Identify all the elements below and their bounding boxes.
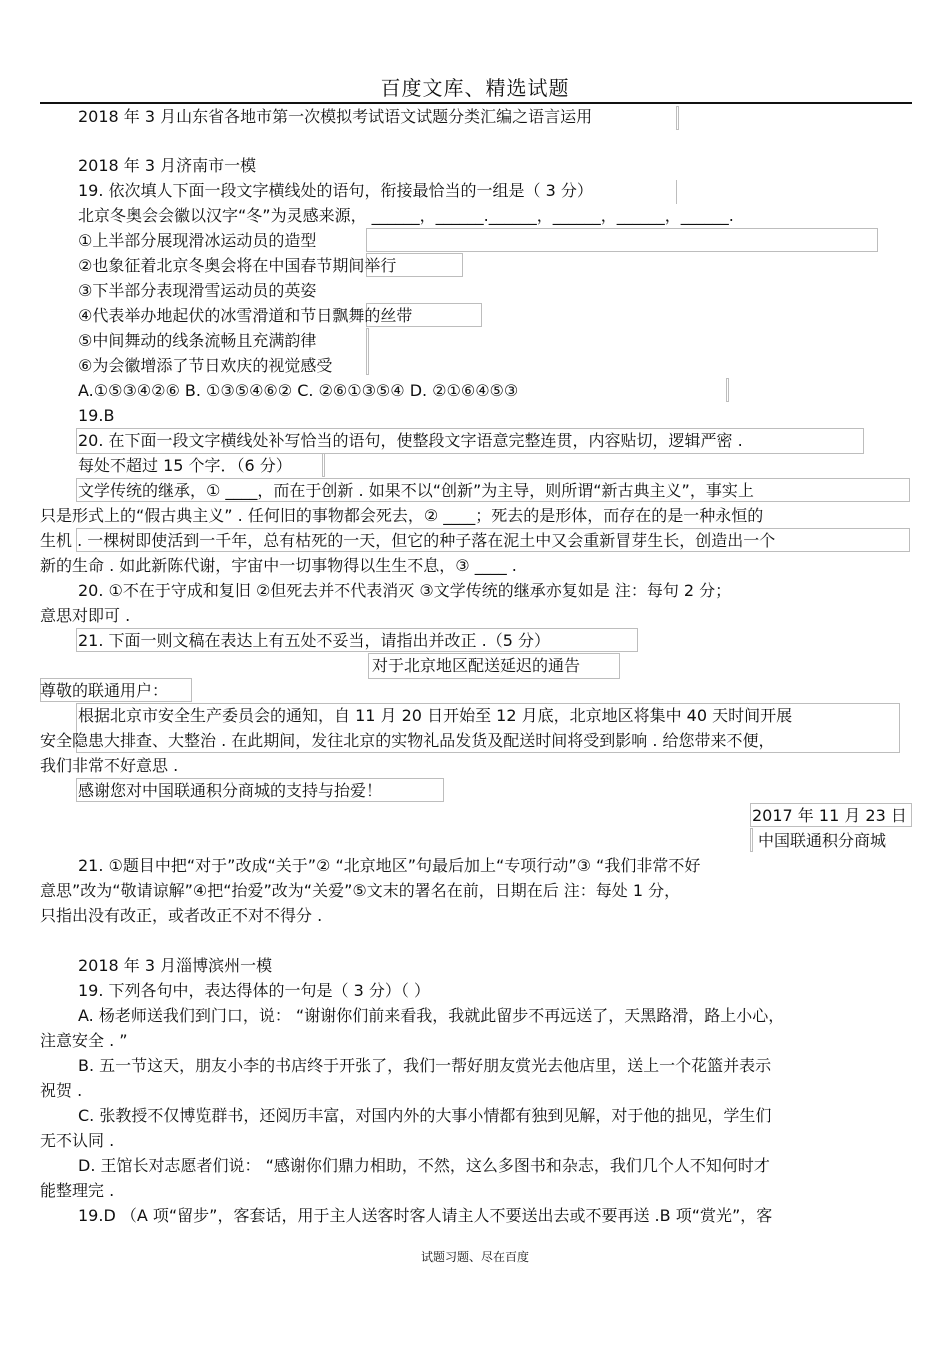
option-line: 能整理完 . — [40, 1181, 115, 1200]
question-line: 每处不超过 15 个字．（6 分） — [78, 456, 292, 475]
notice-body: 根据北京市安全生产委员会的通知，自 11 月 20 日开始至 12 月底，北京地区将集中 40 天时间开展 — [78, 706, 793, 725]
section-heading: 2018 年 3 月淄博滨州一模 — [78, 956, 273, 975]
notice-body: 安全隐患大排查、大整治 . 在此期间，发往北京的实物礼品发货及配送时间将受到影响 . 给您带来不便， — [40, 731, 775, 750]
option-line: ④代表举办地起伏的冰雪滑道和节日飘舞的丝带 — [78, 306, 413, 325]
option-line: ②也象征着北京冬奥会将在中国春节期间举行 — [78, 256, 397, 275]
scan-box — [676, 106, 679, 130]
option-line: 祝贺 . — [40, 1081, 83, 1100]
scan-box — [366, 228, 878, 252]
answer-line: 意思对即可 . — [40, 606, 131, 625]
section-heading: 2018 年 3 月济南市一模 — [78, 156, 257, 175]
option-line: 注意安全 . ” — [40, 1031, 128, 1050]
scan-box — [366, 328, 369, 375]
passage-line: 文学传统的继承，① ____，而在于创新 . 如果不以“创新”为主导，则所谓“新古典主义”，事实上 — [78, 481, 754, 500]
question-line: 北京冬奥会会徽以汉字“冬”为灵感来源， ______，______.______，______，______，______. — [78, 206, 734, 225]
answer-line: 19.B — [78, 406, 115, 425]
answer-line: 只指出没有改正，或者改正不对不得分 . — [40, 906, 323, 925]
option-line: ⑥为会徽增添了节日欢庆的视觉感受 — [78, 356, 333, 375]
notice-body: 我们非常不好意思 . — [40, 756, 179, 775]
notice-title: 对于北京地区配送延迟的通告 — [372, 656, 581, 675]
choice-line: A.①⑤③④②⑥ B. ①③⑤④⑥② C. ②⑥①③⑤④ D. ②①⑥④⑤③ — [78, 381, 519, 400]
option-line: D. 王馆长对志愿者们说： “感谢你们鼎力相助，不然，这么多图书和杂志，我们几个人不知何时才 — [78, 1156, 770, 1175]
answer-line: 19.D （A 项“留步”，客套话，用于主人送客时客人请主人不要送出去或不要再送 .B 项“赏光”，客 — [78, 1206, 773, 1225]
question-line: 19. 下列各句中，表达得体的一句是（ 3 分）（ ） — [78, 981, 430, 1000]
scan-box — [750, 828, 753, 852]
answer-line: 21. ①题目中把“对于”改成“关于”② “北京地区”句最后加上“专项行动”③ “我们非常不好 — [78, 856, 701, 875]
passage-line: 生机 . 一棵树即使活到一千年，总有枯死的一天，但它的种子落在泥土中又会重新冒芽生长，创造出一个 — [40, 531, 776, 550]
option-line: C. 张教授不仅博览群书，还阅历丰富，对国内外的大事小情都有独到见解，对于他的拙见，学生们 — [78, 1106, 772, 1125]
answer-line: 意思”改为“敬请谅解”④把“抬爱”改为“关爱”⑤文末的署名在前，日期在后 注：每处 1 分， — [40, 881, 681, 900]
option-line: ③下半部分表现滑雪运动员的英姿 — [78, 281, 317, 300]
page-footer: 试题习题、尽在百度 — [420, 1250, 529, 1264]
question-line: 21. 下面一则文稿在表达上有五处不妥当，请指出并改正 .（5 分） — [78, 631, 550, 650]
notice-signature: 中国联通积分商城 — [758, 831, 887, 850]
passage-line: 新的生命 . 如此新陈代谢，宇宙中一切事物得以生生不息，③ ____ . — [40, 556, 517, 575]
doc-title: 2018 年 3 月山东省各地市第一次模拟考试语文试题分类汇编之语言运用 — [78, 107, 593, 126]
option-line: B. 五一节这天，朋友小李的书店终于开张了，我们一帮好朋友赏光去他店里，送上一个花篮并表示 — [78, 1056, 772, 1075]
option-line: A. 杨老师送我们到门口，说： “谢谢你们前来看我，我就此留步不再远送了，天黑路滑，路上小心， — [78, 1006, 785, 1025]
answer-line: 20. ①不在于守成和复旧 ②但死去并不代表消灭 ③文学传统的继承亦复如是 注：每句 2 分； — [78, 581, 732, 600]
option-line: ⑤中间舞动的线条流畅且充满韵律 — [78, 331, 317, 350]
notice-body: 感谢您对中国联通积分商城的支持与抬爱！ — [78, 781, 383, 800]
notice-date: 2017 年 11 月 23 日 — [752, 806, 907, 825]
scan-box — [322, 453, 325, 477]
passage-line: 只是形式上的“假古典主义” . 任何旧的事物都会死去，② ____；死去的是形体，而存在的是一种永恒的 — [40, 506, 764, 525]
scan-box — [726, 378, 729, 402]
question-line: 20. 在下面一段文字横线处补写恰当的语句，使整段文字语意完整连贯，内容贴切，逻辑严密 . — [78, 431, 743, 450]
header-rule — [40, 102, 912, 104]
question-line: 19. 依次填人下面一段文字横线处的语句，衔接最恰当的一组是（ 3 分） — [78, 181, 593, 200]
option-line: 无不认同 . — [40, 1131, 115, 1150]
notice-salutation: 尊敬的联通用户： — [40, 681, 169, 700]
option-line: ①上半部分展现滑冰运动员的造型 — [78, 231, 317, 250]
page-header: 百度文库、精选试题 — [380, 76, 570, 100]
